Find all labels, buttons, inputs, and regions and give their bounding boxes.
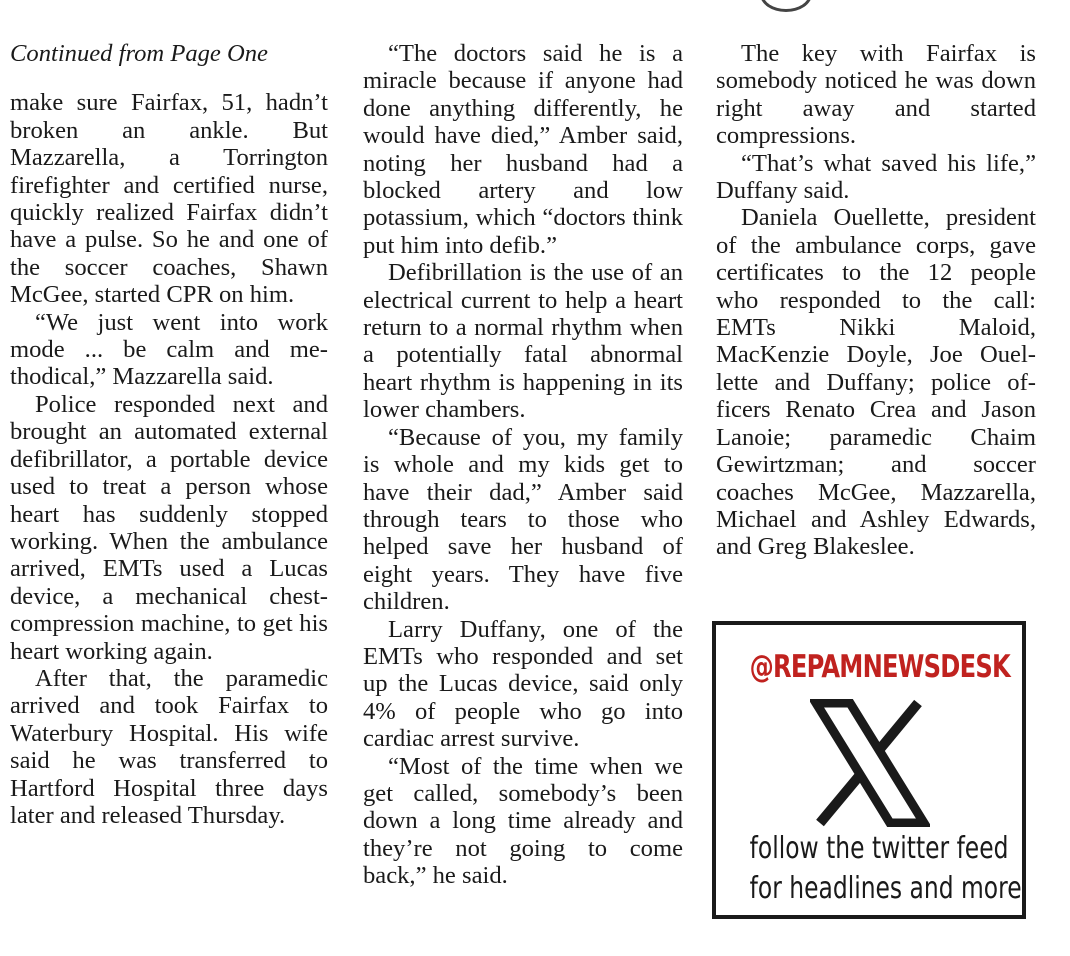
paragraph: “Because of you, my family is whole and my kids get to have their dad,” Amber said through tears to those who helped save her husband of eight years. They have five children. [363, 423, 683, 616]
promo-text-line-1: follow the twitter feed [749, 831, 1009, 866]
paragraph: Police responded next and brought an automated external defibrillator, a portable device used to treat a person whose heart has suddenly stopped working. When the ambulance arrived, EMTs used a Lucas device, a mechanical chest-compression machine, to get his heart working again. [10, 390, 328, 665]
x-logo-icon [810, 699, 930, 827]
article-column-1 [10, 40, 328, 829]
paragraph: After that, the paramedic arrived and took Fairfax to Waterbury Hospital. His wife said he was transferred to Hartford Hospital three days later and released Thursday. [10, 664, 328, 829]
continued-label: Continued from Page One [10, 40, 268, 67]
paragraph: make sure Fairfax, 51, hadn’t broken an ankle. But Mazzarella, a Torrington firefighter and certified nurse, quickly realized Fairfax didn’t have a pulse. So he and one of the soccer coaches, Shawn McGee, started CPR on him. [10, 89, 328, 309]
paragraph: Defibrillation is the use of an electrical current to help a heart return to a normal rhythm when a potentially fatal abnormal heart rhythm is happening in its lower chambers. [363, 259, 683, 424]
article-column-2 [363, 40, 683, 890]
paragraph: “Most of the time when we get called, somebody’s been down a long time already and they’re not going to come back,” he said. [363, 752, 683, 890]
article-column-3 [716, 40, 1036, 561]
paragraph: “The doctors said he is a miracle because if anyone had done anything differently, he would have died,” Amber said, noting her husband had a blocked artery and low potassium, which “doctors think put him into defib.” [363, 40, 683, 259]
promo-handle: @REPAMNEWSDESK [749, 649, 1010, 685]
page-ornament-icon [760, 0, 812, 12]
paragraph: “That’s what saved his life,” Duffany said. [716, 149, 1036, 205]
paragraph: Daniela Ouellette, president of the ambulance corps, gave certificates to the 12 people who responded to the call: EMTs Nikki Maloid, MacKenzie Doyle, Joe Ouellette and Duffany; police officers Renato Crea and Jason Lanoie; paramedic Chaim Gewirtzman; and soccer coaches McGee, Mazzarella, Michael and Ashley Edwards, and Greg Blakeslee. [716, 204, 1036, 561]
promo-text-line-2: for headlines and more [749, 871, 1022, 906]
twitter-promo-box [712, 621, 1026, 919]
paragraph: “We just went into work mode ... be calm and methodical,” Mazzarella said. [10, 308, 328, 391]
paragraph: Larry Duffany, one of the EMTs who responded and set up the Lucas device, said only 4% of people who go into cardiac arrest survive. [363, 615, 683, 753]
paragraph: The key with Fairfax is somebody noticed he was down right away and started compressions. [716, 40, 1036, 150]
